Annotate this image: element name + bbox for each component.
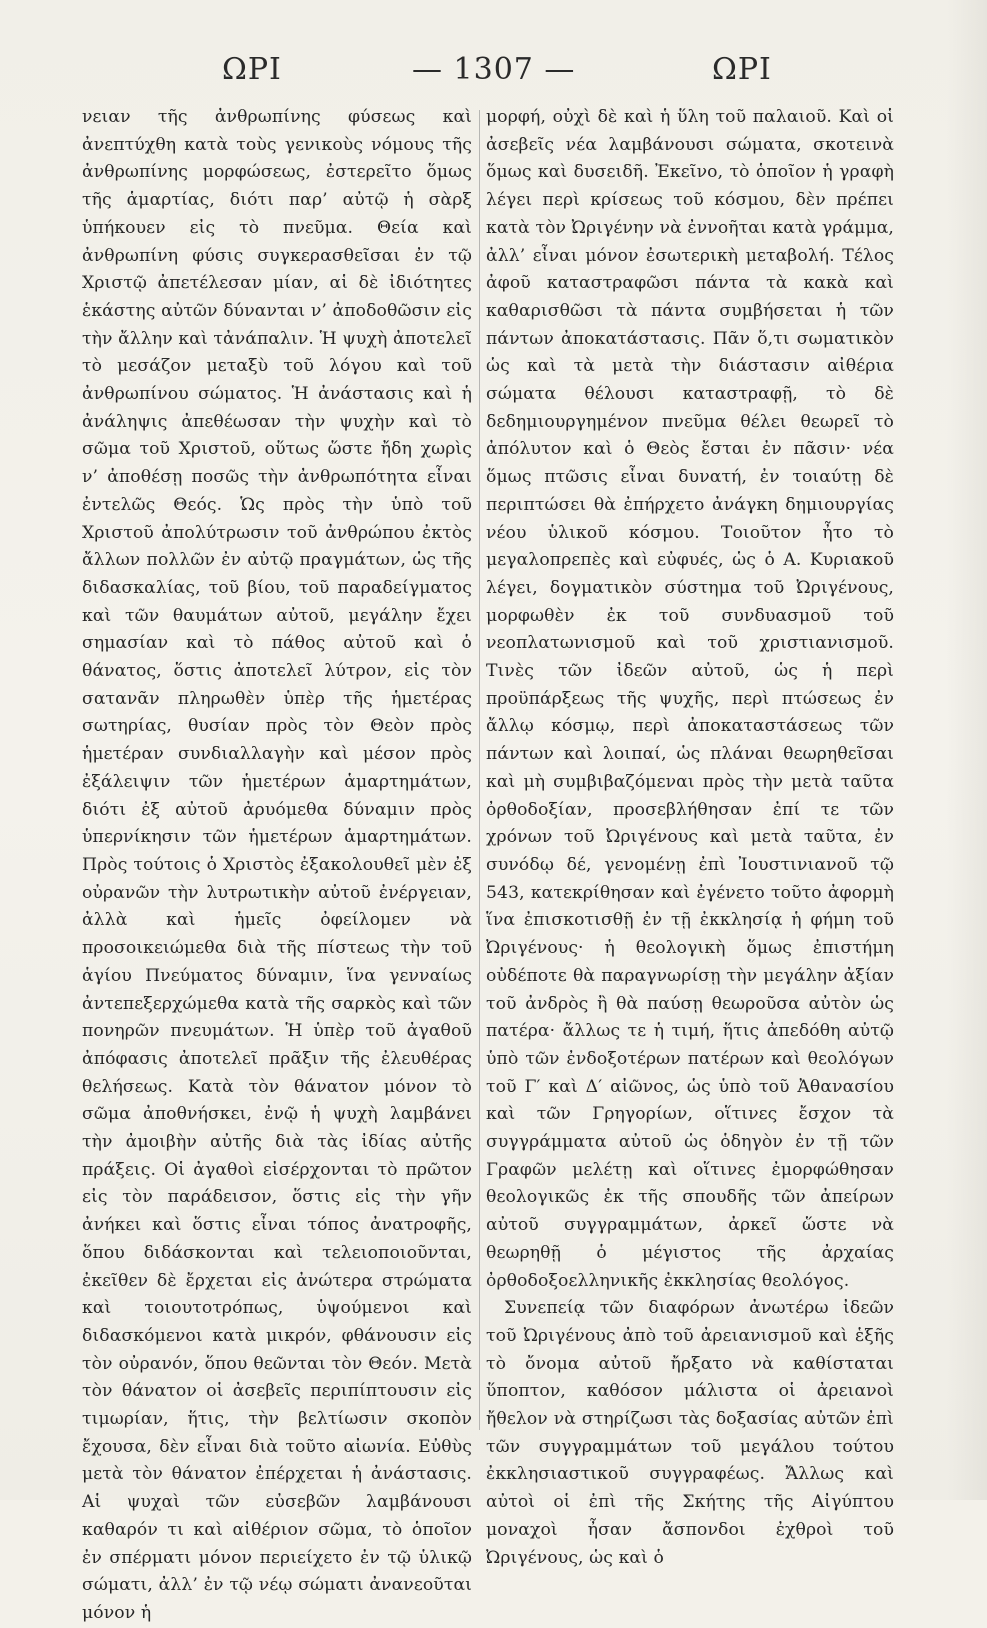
left-paragraph-1: νειαν τῆς ἀνθρωπίνης φύσεως καὶ ἀνεπτύχθη κατὰ τοὺς γενικοὺς νόμους τῆς ἀνθρωπίνης μορφώσεως, ἐστερεῖτο ὅμως τῆς ἁμαρτίας, διότι παρ’ αὐτῷ ἡ σὰρξ ὑπήκουεν εἰς τὸ πνεῦμα. Θεία καὶ ἀνθρωπίνη φύσις συγκερασθεῖσαι ἐν τῷ Χριστῷ ἀπετέλεσαν μίαν, αἱ δὲ ἰδιότητες ἑκάστης αὐτῶν δύνανται ν’ ἀποδοθῶσιν εἰς τὴν ἄλλην καὶ τἀνάπαλιν. Ἡ ψυχὴ ἀποτελεῖ τὸ μεσάζον μεταξὺ τοῦ λόγου καὶ τοῦ ἀνθρωπίνου σώματος. Ἡ ἀνάστασις καὶ ἡ ἀνάληψις ἀπεθέωσαν τὴν ψυχὴν καὶ τὸ σῶμα τοῦ Χριστοῦ, οὕτως ὥστε ἤδη χωρὶς ν’ ἀποθέσῃ ποσῶς τὴν ἀνθρωπότητα εἶναι ἐντελῶς Θεός. Ὡς πρὸς τὴν ὑπὸ τοῦ Χριστοῦ ἀπολύτρωσιν τοῦ ἀνθρώπου ἐκτὸς ἄλλων πολλῶν ἐν αὐτῷ πραγμάτων, ὡς τῆς διδασκαλίας, τοῦ βίου, τοῦ παραδείγματος καὶ τῶν θαυμάτων αὐτοῦ, μεγάλην ἔχει σημασίαν καὶ τὸ πάθος αὐτοῦ καὶ ὁ θάνατος, ὅστις ἀποτελεῖ λύτρον, εἰς τὸν σατανᾶν πληρωθὲν ὑπὲρ τῆς ἡμετέρας σωτηρίας, θυσίαν πρὸς τὸν Θεὸν πρὸς ἡμετέραν συνδιαλλαγὴν καὶ μέσον πρὸς ἐξάλειψιν τῶν ἡμετέρων ἁμαρτημάτων, διότι ἐξ αὐτοῦ ἀρυόμεθα δύναμιν πρὸς ὑπερνίκησιν τῶν ἡμετέρων ἁμαρτημάτων. Πρὸς τούτοις ὁ Χριστὸς ἐξακολουθεῖ μὲν ἐξ οὐρανῶν τὴν λυτρωτικὴν αὐτοῦ ἐνέργειαν, ἀλλὰ καὶ ἡμεῖς ὀφείλομεν νὰ προσοικειώμεθα διὰ τῆς πίστεως τὴν τοῦ ἁγίου Πνεύματος δύναμιν, ἵνα γενναίως ἀντεπεξερχώμεθα κατὰ τῆς σαρκὸς καὶ τῶν πονηρῶν πνευμάτων. Ἡ ὑπὲρ τοῦ ἀγαθοῦ ἀπόφασις ἀποτελεῖ πρᾶξιν τῆς ἐλευθέρας θελήσεως. Κατὰ τὸν θάνατον μόνον τὸ σῶμα ἀποθνήσκει, ἐνῷ ἡ ψυχὴ λαμβάνει τὴν ἀμοιβὴν αὐτῆς διὰ τὰς ἰδίας αὐτῆς πράξεις. Οἱ ἀγαθοὶ εἰσέρχονται τὸ πρῶτον εἰς τὸν παράδεισον, ὅστις εἰς τὴν γῆν ἀνήκει καὶ ὅστις εἶναι τόπος ἀνατροφῆς, ὅπου διδάσκονται καὶ τελειοποιοῦνται, ἐκεῖθεν δὲ ἔρχεται εἰς ἀνώτερα στρώματα καὶ τοιουτοτρόπως, ὑψούμενοι καὶ διδασκόμενοι κατὰ μικρόν, φθάνουσιν εἰς τὸν οὐρανόν, ὅπου θεῶνται τὸν Θεόν. Μετὰ τὸν θάνατον οἱ ἀσεβεῖς περιπίπτουσιν εἰς τιμωρίαν, ἥτις, τὴν βελτίωσιν σκοπὸν ἔχουσα, δὲν εἶναι διὰ τοῦτο αἰωνία. Εὐθὺς μετὰ τὸν θάνατον ἐπέρχεται ἡ ἀνάστασις. Αἱ ψυχαὶ τῶν εὐσεβῶν λαμβάνουσι καθαρόν τι καὶ αἰθέριον σῶμα, τὸ ὁποῖον ἐν σπέρματι μόνον περιείχετο ἐν τῷ ὑλικῷ σώματι, ἀλλ’ ἐν τῷ νέῳ σώματι ἀνανεοῦται μόνον ἡ (82, 107, 472, 1623)
right-column (486, 104, 894, 1572)
header-left-keyword: ΩΡΙ (222, 52, 282, 87)
right-paragraph-1: μορφή, οὐχὶ δὲ καὶ ἡ ὕλη τοῦ παλαιοῦ. Καὶ οἱ ἀσεβεῖς νέα λαμβάνουσι σώματα, σκοτεινὰ ὅμως καὶ δυσειδῆ. Ἐκεῖνο, τὸ ὁποῖον ἡ γραφὴ λέγει περὶ κρίσεως τοῦ κόσμου, δὲν πρέπει κατὰ τὸν Ὠριγένην νὰ ἐννοῆται κατὰ γράμμα, ἀλλ’ εἶναι μόνον ἐσωτερικὴ μεταβολή. Τέλος ἀφοῦ καταστραφῶσι πάντα τὰ κακὰ καὶ καθαρισθῶσι τὰ πάντα συμβήσεται ἡ τῶν πάντων ἀποκατάστασις. Πᾶν ὅ,τι σωματικὸν ὡς καὶ τὰ μετὰ τὴν διάστασιν αἰθέρια σώματα θέλουσι καταστραφῇ, τὸ δὲ δεδημιουργημένον πνεῦμα θέλει θεωρεῖ τὸ ἀπόλυτον καὶ ὁ Θεὸς ἔσται ἐν πᾶσιν· νέα ὅμως πτῶσις εἶναι δυνατή, ἐν τοιαύτῃ δὲ περιπτώσει θὰ ἐπήρχετο ἀνάγκη δημιουργίας νέου ὑλικοῦ κόσμου. Τοιοῦτον ἦτο τὸ μεγαλοπρεπὲς καὶ εὐφυές, ὡς ὁ Α. Κυριακοῦ λέγει, δογματικὸν σύστημα τοῦ Ὠριγένους, μορφωθὲν ἐκ τοῦ συνδυασμοῦ τοῦ νεοπλατωνισμοῦ καὶ τοῦ χριστιανισμοῦ. Τινὲς τῶν ἰδεῶν αὐτοῦ, ὡς ἡ περὶ προϋπάρξεως τῆς ψυχῆς, περὶ πτώσεως ἐν ἄλλῳ κόσμῳ, περὶ ἀποκαταστάσεως τῶν πάντων καὶ λοιπαί, ὡς πλάναι θεωρηθεῖσαι καὶ μὴ συμβιβαζόμεναι πρὸς τὴν μετὰ ταῦτα ὀρθοδοξίαν, προσεβλήθησαν ἐπί τε τῶν χρόνων τοῦ Ὠριγένους καὶ μετὰ ταῦτα, ἐν συνόδῳ δέ, γενομένῃ ἐπὶ Ἰουστινιανοῦ τῷ 543, κατεκρίθησαν καὶ ἐγένετο τοῦτο ἀφορμὴ ἵνα ἐπισκοτισθῇ ἐν τῇ ἐκκλησίᾳ ἡ φήμη τοῦ Ὠριγένους· ἡ θεολογικὴ ὅμως ἐπιστήμη οὐδέποτε θὰ παραγνωρίσῃ τὴν μεγάλην ἀξίαν τοῦ ἀνδρὸς ἢ θὰ παύσῃ θεωροῦσα αὐτὸν ὡς πατέρα· ἄλλως τε ἡ τιμή, ἥτις ἀπεδόθη αὐτῷ ὑπὸ τῶν ἐνδοξοτέρων πατέρων καὶ θεολόγων τοῦ Γ′ καὶ Δ′ αἰῶνος, ὡς ὑπὸ τοῦ Ἀθανασίου καὶ τῶν Γρηγορίων, οἵτινες ἔσχον τὰ συγγράμματα αὐτοῦ ὡς ὁδηγὸν ἐν τῇ τῶν Γραφῶν μελέτῃ καὶ οἵτινες ἐμορφώθησαν θεολογικῶς ἐκ τῆς σπουδῆς τῶν ἀπείρων αὐτοῦ συγγραμμάτων, ἀρκεῖ ὥστε νὰ θεωρηθῇ ὁ μέγιστος τῆς ἀρχαίας ὀρθοδοξοελληνικῆς ἐκκλησίας θεολόγος. (486, 107, 894, 1291)
page-number: — 1307 — (412, 52, 576, 87)
page-header (0, 52, 987, 102)
page-edge-shadow (947, 0, 987, 1500)
left-column (82, 104, 472, 1628)
right-paragraph-2: Συνεπείᾳ τῶν διαφόρων ἀνωτέρω ἰδεῶν τοῦ Ὠριγένους ἀπὸ τοῦ ἀρειανισμοῦ καὶ ἑξῆς τὸ ὄνομα αὐτοῦ ἤρξατο νὰ καθίσταται ὕποπτον, καθόσον μάλιστα οἱ ἀρειανοὶ ἤθελον νὰ στηρίζωσι τὰς δοξασίας αὐτῶν ἐπὶ τῶν συγγραμμάτων τοῦ μεγάλου τούτου ἐκκλησιαστικοῦ συγγραφέως. Ἄλλως καὶ αὐτοὶ οἱ ἐπὶ τῆς Σκήτης τῆς Αἰγύπτου μοναχοὶ ἦσαν ἄσπονδοι ἐχθροὶ τοῦ Ὠριγένους, ὡς καὶ ὁ (486, 1298, 894, 1568)
column-divider (479, 110, 480, 1430)
header-right-keyword: ΩΡΙ (712, 52, 772, 87)
